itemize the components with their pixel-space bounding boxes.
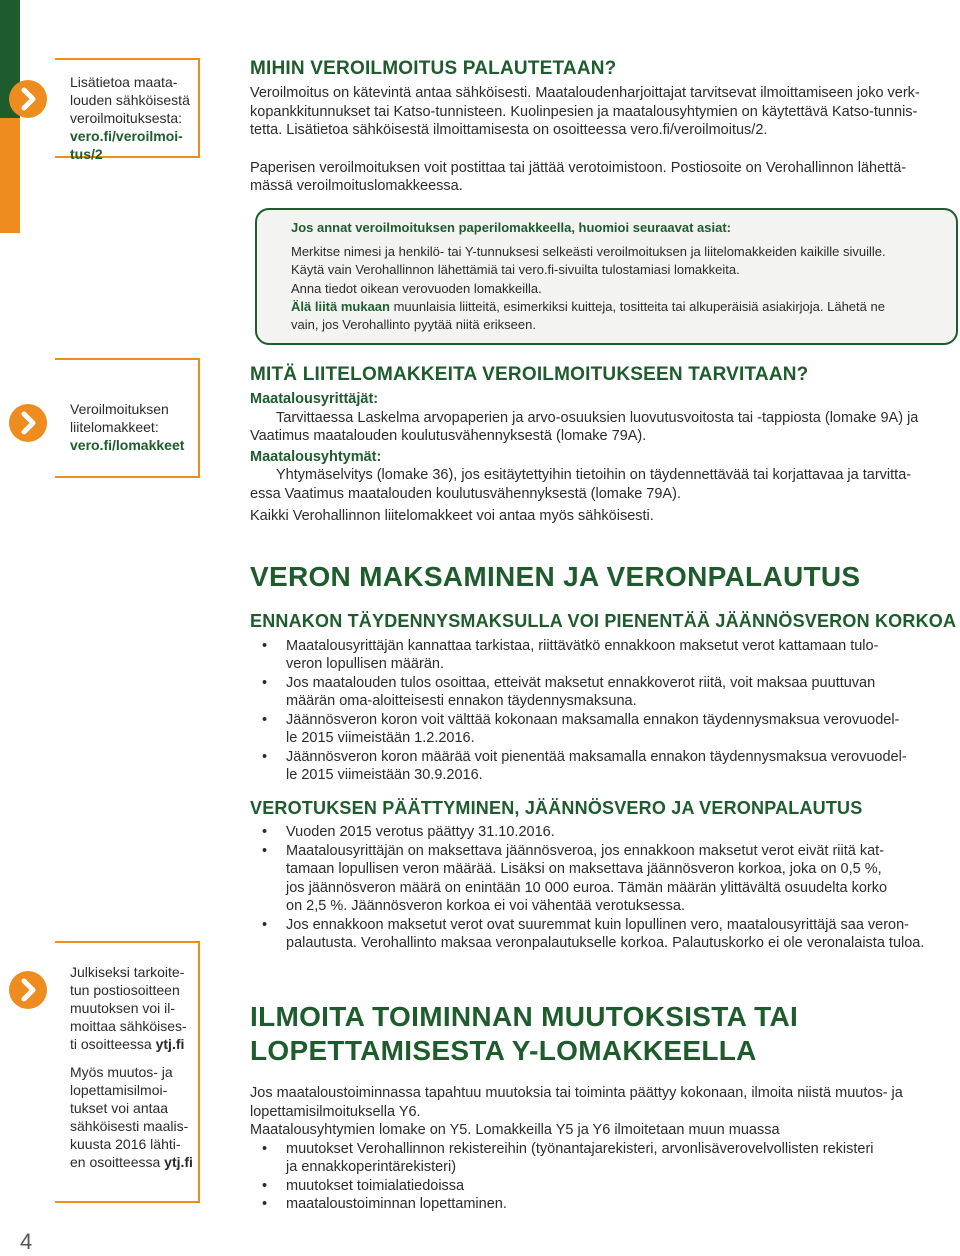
- notice-line: [291, 298, 944, 316]
- sidebar-text-line: en osoitteessa: [70, 1154, 165, 1170]
- paragraph-line: essa Vaatimus maatalouden koulutusvähennyksestä (lomake 79A).: [250, 485, 681, 502]
- paragraph-line: Vaatimus maatalouden koulutusvähennyksestä (lomake 79A).: [250, 428, 647, 444]
- paragraph-line: Yhtymäselvitys (lomake 36), jos esitäytettyihin tietoihin on täydennettävää tai korjattavaa ja tarvitta-: [276, 467, 912, 483]
- paragraph-line: kopankkitunnukset tai Katso-tunnisteen. Kuolinpesien ja maatalousyhtymien on käytettävä Katso-tunnis-: [250, 103, 918, 120]
- bullet-list: [250, 823, 960, 953]
- paragraph-line: lopettamisilmoituksella Y6.: [250, 1103, 421, 1120]
- list-item-line: • muutokset toimialatiedoissa: [286, 1177, 465, 1194]
- list-item-line: • Vuoden 2015 verotus päättyy 31.10.2016.: [286, 824, 555, 840]
- paragraph-line: Veroilmoitus on kätevintä antaa sähköisesti. Maataloudenharjoittajat tarvitsevat ilmoittamiseen joko verk-: [250, 85, 920, 101]
- list-item-line: palautusta. Verohallinto maksaa veronpalautukselle korkoa. Palautuskorko ei ole veronalaista tuloa.: [286, 935, 925, 951]
- list-item-line: • Jos maatalouden tulos osoittaa, etteivät maksetut ennakkoverot riitä, voit maksaa puuttuvan: [286, 674, 876, 691]
- bullet-list: [250, 1140, 960, 1214]
- list-item-line: • maataloustoiminnan lopettaminen.: [286, 1196, 507, 1212]
- list-item-line: • Maatalousyrittäjän on maksettava jäännösveroa, jos ennakkoon maksetut verot eivät riitä kat-: [286, 842, 885, 859]
- notice-line: vain, jos Verohallinto pyytää niitä erikseen.: [291, 317, 536, 333]
- list-item: [250, 823, 960, 842]
- list-item-line: le 2015 viimeistään 30.9.2016.: [286, 767, 483, 783]
- sidebar-link[interactable]: vero.fi/lomakkeet: [70, 437, 185, 453]
- bullet-list: [250, 637, 960, 785]
- list-item-line: on 2,5 %. Jäännösveron korkoa ei voi vähentää verotuksessa.: [286, 898, 685, 914]
- list-item-line: jos jäännösveron määrä on enintään 10 000 euroa. Tämän määrän ylittävältä osuudelta korko: [286, 879, 888, 896]
- paragraph-line: Paperisen veroilmoituksen voit postittaa tai jättää verotoimistoon. Postiosoite on Verohallinnon lähettä-: [250, 159, 907, 176]
- list-item: [250, 637, 960, 674]
- section-heading: MIHIN VEROILMOITUS PALAUTETAAN?: [250, 58, 617, 79]
- section-return-form: [250, 58, 960, 196]
- list-item-line: tamaan lopullisen veron määrää. Lisäksi on maksettava jäännösveron korkoa, joka on 0,5 %,: [286, 861, 882, 877]
- sidebar-text-line: muutoksen voi il-: [70, 1000, 176, 1016]
- paragraph-line: tetta. Lisätietoa sähköisestä ilmoittamisesta on osoitteessa vero.fi/veroilmoitus/2.: [250, 122, 768, 138]
- sidebar-text-line: Lisätietoa maata-: [70, 74, 178, 90]
- list-item-line: • Jäännösveron koron voit välttää kokonaan maksamalla ennakon täydennysmaksua verovuodel-: [286, 711, 900, 728]
- chevron-right-icon: [9, 971, 47, 1009]
- sidebar-note-1: [0, 58, 200, 162]
- sidebar-note-3: [0, 941, 200, 1203]
- sidebar-note-2: [0, 358, 200, 478]
- paper-form-notice-box: [255, 208, 958, 345]
- notice-line: Käytä vain Verohallinnon lähettämiä tai vero.fi-sivuilta tulostamiasi lomakkeita.: [291, 262, 740, 278]
- chevron-right-icon: [9, 80, 47, 118]
- paragraph-line: Jos maataloustoiminnassa tapahtuu muutoksia tai toiminta päättyy kokonaan, ilmoita niistä muutos- ja: [250, 1085, 903, 1101]
- notice-line: Merkitse nimesi ja henkilö- tai Y-tunnuksesi selkeästi veroilmoituksen ja liitelomakkeiden kaikille sivuille.: [291, 244, 886, 260]
- list-item: [250, 1195, 960, 1214]
- section-attachment-forms: [250, 364, 960, 526]
- list-item-line: ja ennakkoperintärekisteri): [286, 1159, 457, 1175]
- sidebar-text-line: Veroilmoituksen: [70, 401, 169, 417]
- paragraph-line: mässä veroilmoituslomakkeessa.: [250, 178, 463, 194]
- section-title: ILMOITA TOIMINNAN MUUTOKSISTA TAI: [250, 1001, 799, 1032]
- sidebar-text-line: Myös muutos- ja: [70, 1064, 173, 1080]
- chevron-right-icon: [9, 404, 47, 442]
- section-title: VERON MAKSAMINEN JA VERONPALAUTUS: [250, 561, 861, 592]
- list-item: [250, 674, 960, 711]
- sidebar-link[interactable]: vero.fi/veroilmoi-: [70, 128, 183, 144]
- page-number: 4: [20, 1229, 33, 1254]
- sidebar-text-line: ti osoitteessa: [70, 1036, 156, 1052]
- list-item-line: le 2015 viimeistään 1.2.2016.: [286, 730, 475, 746]
- sidebar-text-line: liitelomakkeet:: [70, 419, 159, 435]
- notice-line: Anna tiedot oikean verovuoden lomakkeilla.: [291, 280, 542, 296]
- sidebar-link[interactable]: ytj.fi: [164, 1154, 193, 1170]
- group-label: Maatalousyrittäjät:: [250, 391, 379, 407]
- subsection-heading: VEROTUKSEN PÄÄTTYMINEN, JÄÄNNÖSVERO JA VERONPALAUTUS: [250, 797, 863, 818]
- sidebar-note-text: [70, 73, 195, 163]
- list-item-line: veron lopullisen määrän.: [286, 656, 444, 672]
- sidebar-text-line: sähköisesti maalis-: [70, 1118, 189, 1134]
- list-item: [250, 748, 960, 785]
- sidebar-text-line: kuusta 2016 lähti-: [70, 1136, 181, 1152]
- list-item: [250, 1140, 960, 1177]
- list-item-line: • Jäännösveron koron määrää voit pienentää maksamalla ennakon täydennysmaksua verovuodel-: [286, 748, 907, 765]
- list-item: [250, 1177, 960, 1196]
- sidebar-text-line: veroilmoituksesta:: [70, 110, 183, 126]
- sidebar-text-line: moittaa sähköises-: [70, 1018, 187, 1034]
- sidebar-note-text: [70, 400, 195, 454]
- sidebar-text-line: Julkiseksi tarkoite-: [70, 964, 185, 980]
- sidebar-link[interactable]: tus/2: [70, 146, 103, 162]
- list-item-line: • Maatalousyrittäjän kannattaa tarkistaa, riittävätkö ennakkoon maksetut verot kattamaan tulo-: [286, 637, 879, 654]
- list-item: [250, 842, 960, 916]
- section-tax-payment: [250, 560, 960, 953]
- subsection-heading: ENNAKON TÄYDENNYSMAKSULLA VOI PIENENTÄÄ JÄÄNNÖSVERON KORKOA: [250, 611, 957, 631]
- section-heading: MITÄ LIITELOMAKKEITA VEROILMOITUKSEEN TARVITAAN?: [250, 364, 809, 385]
- sidebar-text-line: louden sähköisestä: [70, 92, 190, 108]
- sidebar-text-line: tukset voi antaa: [70, 1100, 169, 1116]
- list-item: [250, 711, 960, 748]
- list-item-line: • muutokset Verohallinnon rekistereihin (työnantajarekisteri, arvonlisäverovelvollisten rekisteri: [286, 1140, 874, 1157]
- paragraph-line: Tarvittaessa Laskelma arvopaperien ja arvo-osuuksien luovutusvoitosta tai -tappiosta (lomake 9A) ja: [276, 409, 919, 426]
- notice-text: muunlaisia liitteitä, esimerkiksi kuitteja, tositteita tai alkuperäisiä asiakirjoja. Lähetä ne: [389, 298, 885, 314]
- sidebar-text-line: lopettamisilmoi-: [70, 1082, 168, 1098]
- paragraph-line: Maatalousyhtymien lomake on Y5. Lomakkeilla Y5 ja Y6 ilmoitetaan muun muassa: [250, 1122, 780, 1138]
- notice-emphasis: Älä liitä mukaan: [291, 298, 390, 314]
- list-item-line: • Jos ennakkoon maksetut verot ovat suuremmat kuin lopullinen vero, maatalousyrittäjä saa veron-: [286, 916, 910, 933]
- list-item-line: määrän oma-aloitteisesti ennakon täydennysmaksuna.: [286, 693, 637, 709]
- notice-title: Jos annat veroilmoituksen paperilomakkeella, huomioi seuraavat asiat:: [291, 220, 731, 235]
- paragraph-line: Kaikki Verohallinnon liitelomakkeet voi antaa myös sähköisesti.: [250, 508, 654, 524]
- sidebar-text-line: tun postiosoitteen: [70, 982, 180, 998]
- section-title: LOPETTAMISESTA Y-LOMAKKEELLA: [250, 1035, 757, 1066]
- section-y-form: [250, 1000, 960, 1214]
- sidebar-note-text: [70, 963, 200, 1171]
- sidebar-link[interactable]: ytj.fi: [155, 1036, 185, 1052]
- group-label: Maatalousyhtymät:: [250, 448, 382, 465]
- list-item: [250, 916, 960, 953]
